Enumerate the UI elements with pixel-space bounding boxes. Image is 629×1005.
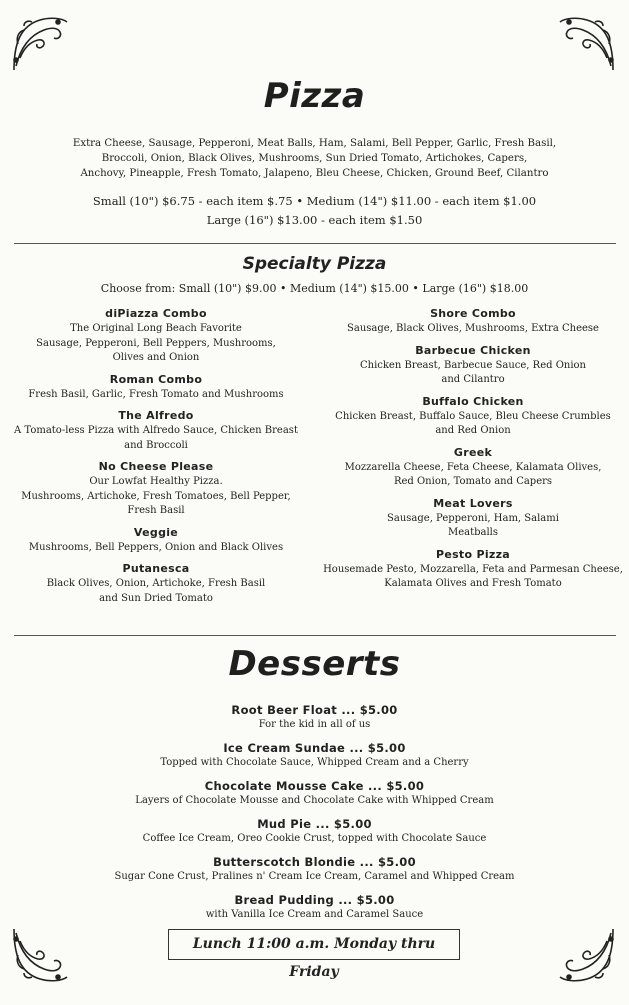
menu-item — [323, 547, 623, 592]
toppings-line: Anchovy, Pineapple, Fresh Tomato, Jalapeno, Bleu Cheese, Chicken, Ground Beef, Cilantro — [80, 168, 549, 179]
item-desc: Black Olives, Onion, Artichoke, Fresh Basil — [46, 578, 266, 589]
pizza-title: Pizza — [263, 76, 366, 116]
item-desc: Fresh Basil, Garlic, Fresh Tomato and Mushrooms — [28, 388, 284, 400]
specialty-right-column — [323, 306, 623, 598]
menu-item — [6, 306, 306, 366]
item-name: Buffalo Chicken — [422, 394, 524, 408]
item-desc: Sausage, Pepperoni, Ham, Salami — [387, 512, 559, 524]
item-desc: Red Onion, Tomato and Capers — [393, 476, 553, 487]
corner-ornament — [10, 925, 70, 985]
corner-ornament — [557, 925, 617, 985]
dessert-desc: Topped with Chocolate Sauce, Whipped Cream and a Cherry — [160, 757, 469, 768]
lunch-hours-box: Lunch 11:00 a.m. Monday thru Friday — [168, 929, 460, 960]
item-desc: Chicken Breast, Buffalo Sauce, Bleu Cheese Crumbles — [335, 410, 611, 422]
dessert-item — [0, 740, 629, 770]
dessert-item — [0, 892, 629, 922]
corner-ornament — [10, 14, 70, 74]
menu-item — [6, 408, 306, 453]
item-desc: Fresh Basil — [127, 505, 185, 516]
item-desc: Sausage, Pepperoni, Bell Peppers, Mushrooms, — [36, 337, 276, 349]
dessert-item — [0, 854, 629, 884]
dessert-name: Ice Cream Sundae ... $5.00 — [223, 741, 406, 755]
desserts-title: Desserts — [228, 644, 401, 684]
dessert-name: Chocolate Mousse Cake ... $5.00 — [204, 779, 425, 793]
pizza-toppings — [0, 136, 629, 181]
item-name: The Alfredo — [118, 409, 194, 422]
menu-item — [6, 459, 306, 519]
item-desc: Olives and Onion — [112, 352, 200, 363]
price-line: Small (10") $6.75 - each item $.75 • Medium (14") $11.00 - each item $1.00 — [92, 194, 537, 208]
item-name: Putanesca — [122, 562, 190, 575]
item-desc: A Tomato-less Pizza with Alfredo Sauce, Chicken Breast — [14, 425, 298, 436]
corner-ornament — [557, 14, 617, 74]
dessert-name: Root Beer Float ... $5.00 — [231, 703, 398, 717]
dessert-name: Bread Pudding ... $5.00 — [234, 893, 395, 907]
menu-item — [323, 496, 623, 541]
menu-item — [6, 525, 306, 556]
item-desc: Chicken Breast, Barbecue Sauce, Red Onion — [359, 359, 586, 371]
dessert-desc: with Vanilla Ice Cream and Caramel Sauce — [205, 909, 424, 920]
dessert-name: Butterscotch Blondie ... $5.00 — [213, 855, 416, 869]
menu-item — [323, 343, 623, 388]
item-name: diPiazza Combo — [105, 307, 207, 320]
item-desc: and Sun Dried Tomato — [99, 592, 213, 604]
item-desc: Kalamata Olives and Fresh Tomato — [384, 578, 562, 589]
dessert-name: Mud Pie ... $5.00 — [257, 817, 372, 831]
toppings-line: Extra Cheese, Sausage, Pepperoni, Meat Balls, Ham, Salami, Bell Pepper, Garlic, Fresh Basil, — [72, 138, 557, 149]
item-desc: The Original Long Beach Favorite — [70, 323, 242, 334]
specialty-title: Specialty Pizza — [242, 254, 387, 274]
menu-item — [323, 306, 623, 337]
item-name: Barbecue Chicken — [415, 343, 531, 357]
menu-item — [323, 445, 623, 490]
menu-item — [323, 394, 623, 439]
item-desc: and Cilantro — [441, 374, 505, 385]
item-desc: Sausage, Black Olives, Mushrooms, Extra Cheese — [347, 323, 599, 334]
item-desc: Mushrooms, Artichoke, Fresh Tomatoes, Bell Pepper, — [21, 490, 291, 502]
dessert-item — [0, 702, 629, 732]
item-desc: Mushrooms, Bell Peppers, Onion and Black Olives — [28, 541, 284, 553]
divider — [14, 635, 616, 636]
specialty-left-column — [6, 306, 306, 612]
desserts-list — [0, 702, 629, 930]
menu-item — [6, 561, 306, 606]
dessert-desc: For the kid in all of us — [258, 719, 371, 730]
item-name: Roman Combo — [109, 372, 203, 386]
item-name: Shore Combo — [430, 307, 516, 320]
dessert-desc: Coffee Ice Cream, Oreo Cookie Crust, topped with Chocolate Sauce — [142, 833, 487, 844]
specialty-choose: Choose from: Small (10") $9.00 • Medium (14") $15.00 • Large (16") $18.00 — [100, 282, 529, 295]
item-desc: Housemade Pesto, Mozzarella, Feta and Parmesan Cheese, — [323, 563, 623, 575]
price-line: Large (16") $13.00 - each item $1.50 — [206, 213, 423, 227]
item-desc: and Red Onion — [435, 425, 511, 436]
item-name: Veggie — [133, 525, 179, 539]
item-desc: and Broccoli — [124, 439, 188, 451]
item-desc: Mozzarella Cheese, Feta Cheese, Kalamata Olives, — [344, 461, 602, 473]
item-desc: Meatballs — [447, 527, 499, 538]
menu-item — [6, 372, 306, 403]
item-name: Meat Lovers — [433, 496, 513, 510]
item-name: Greek — [453, 445, 493, 459]
dessert-item — [0, 778, 629, 808]
dessert-desc: Layers of Chocolate Mousse and Chocolate Cake with Whipped Cream — [135, 795, 494, 806]
item-desc: Our Lowfat Healthy Pizza. — [89, 476, 223, 487]
item-name: Pesto Pizza — [435, 547, 511, 561]
divider — [14, 243, 616, 244]
dessert-desc: Sugar Cone Crust, Pralines n' Cream Ice Cream, Caramel and Whipped Cream — [114, 871, 515, 882]
dessert-item — [0, 816, 629, 846]
toppings-line: Broccoli, Onion, Black Olives, Mushrooms, Sun Dried Tomato, Artichokes, Capers, — [101, 153, 528, 164]
item-name: No Cheese Please — [98, 460, 214, 473]
pizza-prices — [0, 192, 629, 230]
